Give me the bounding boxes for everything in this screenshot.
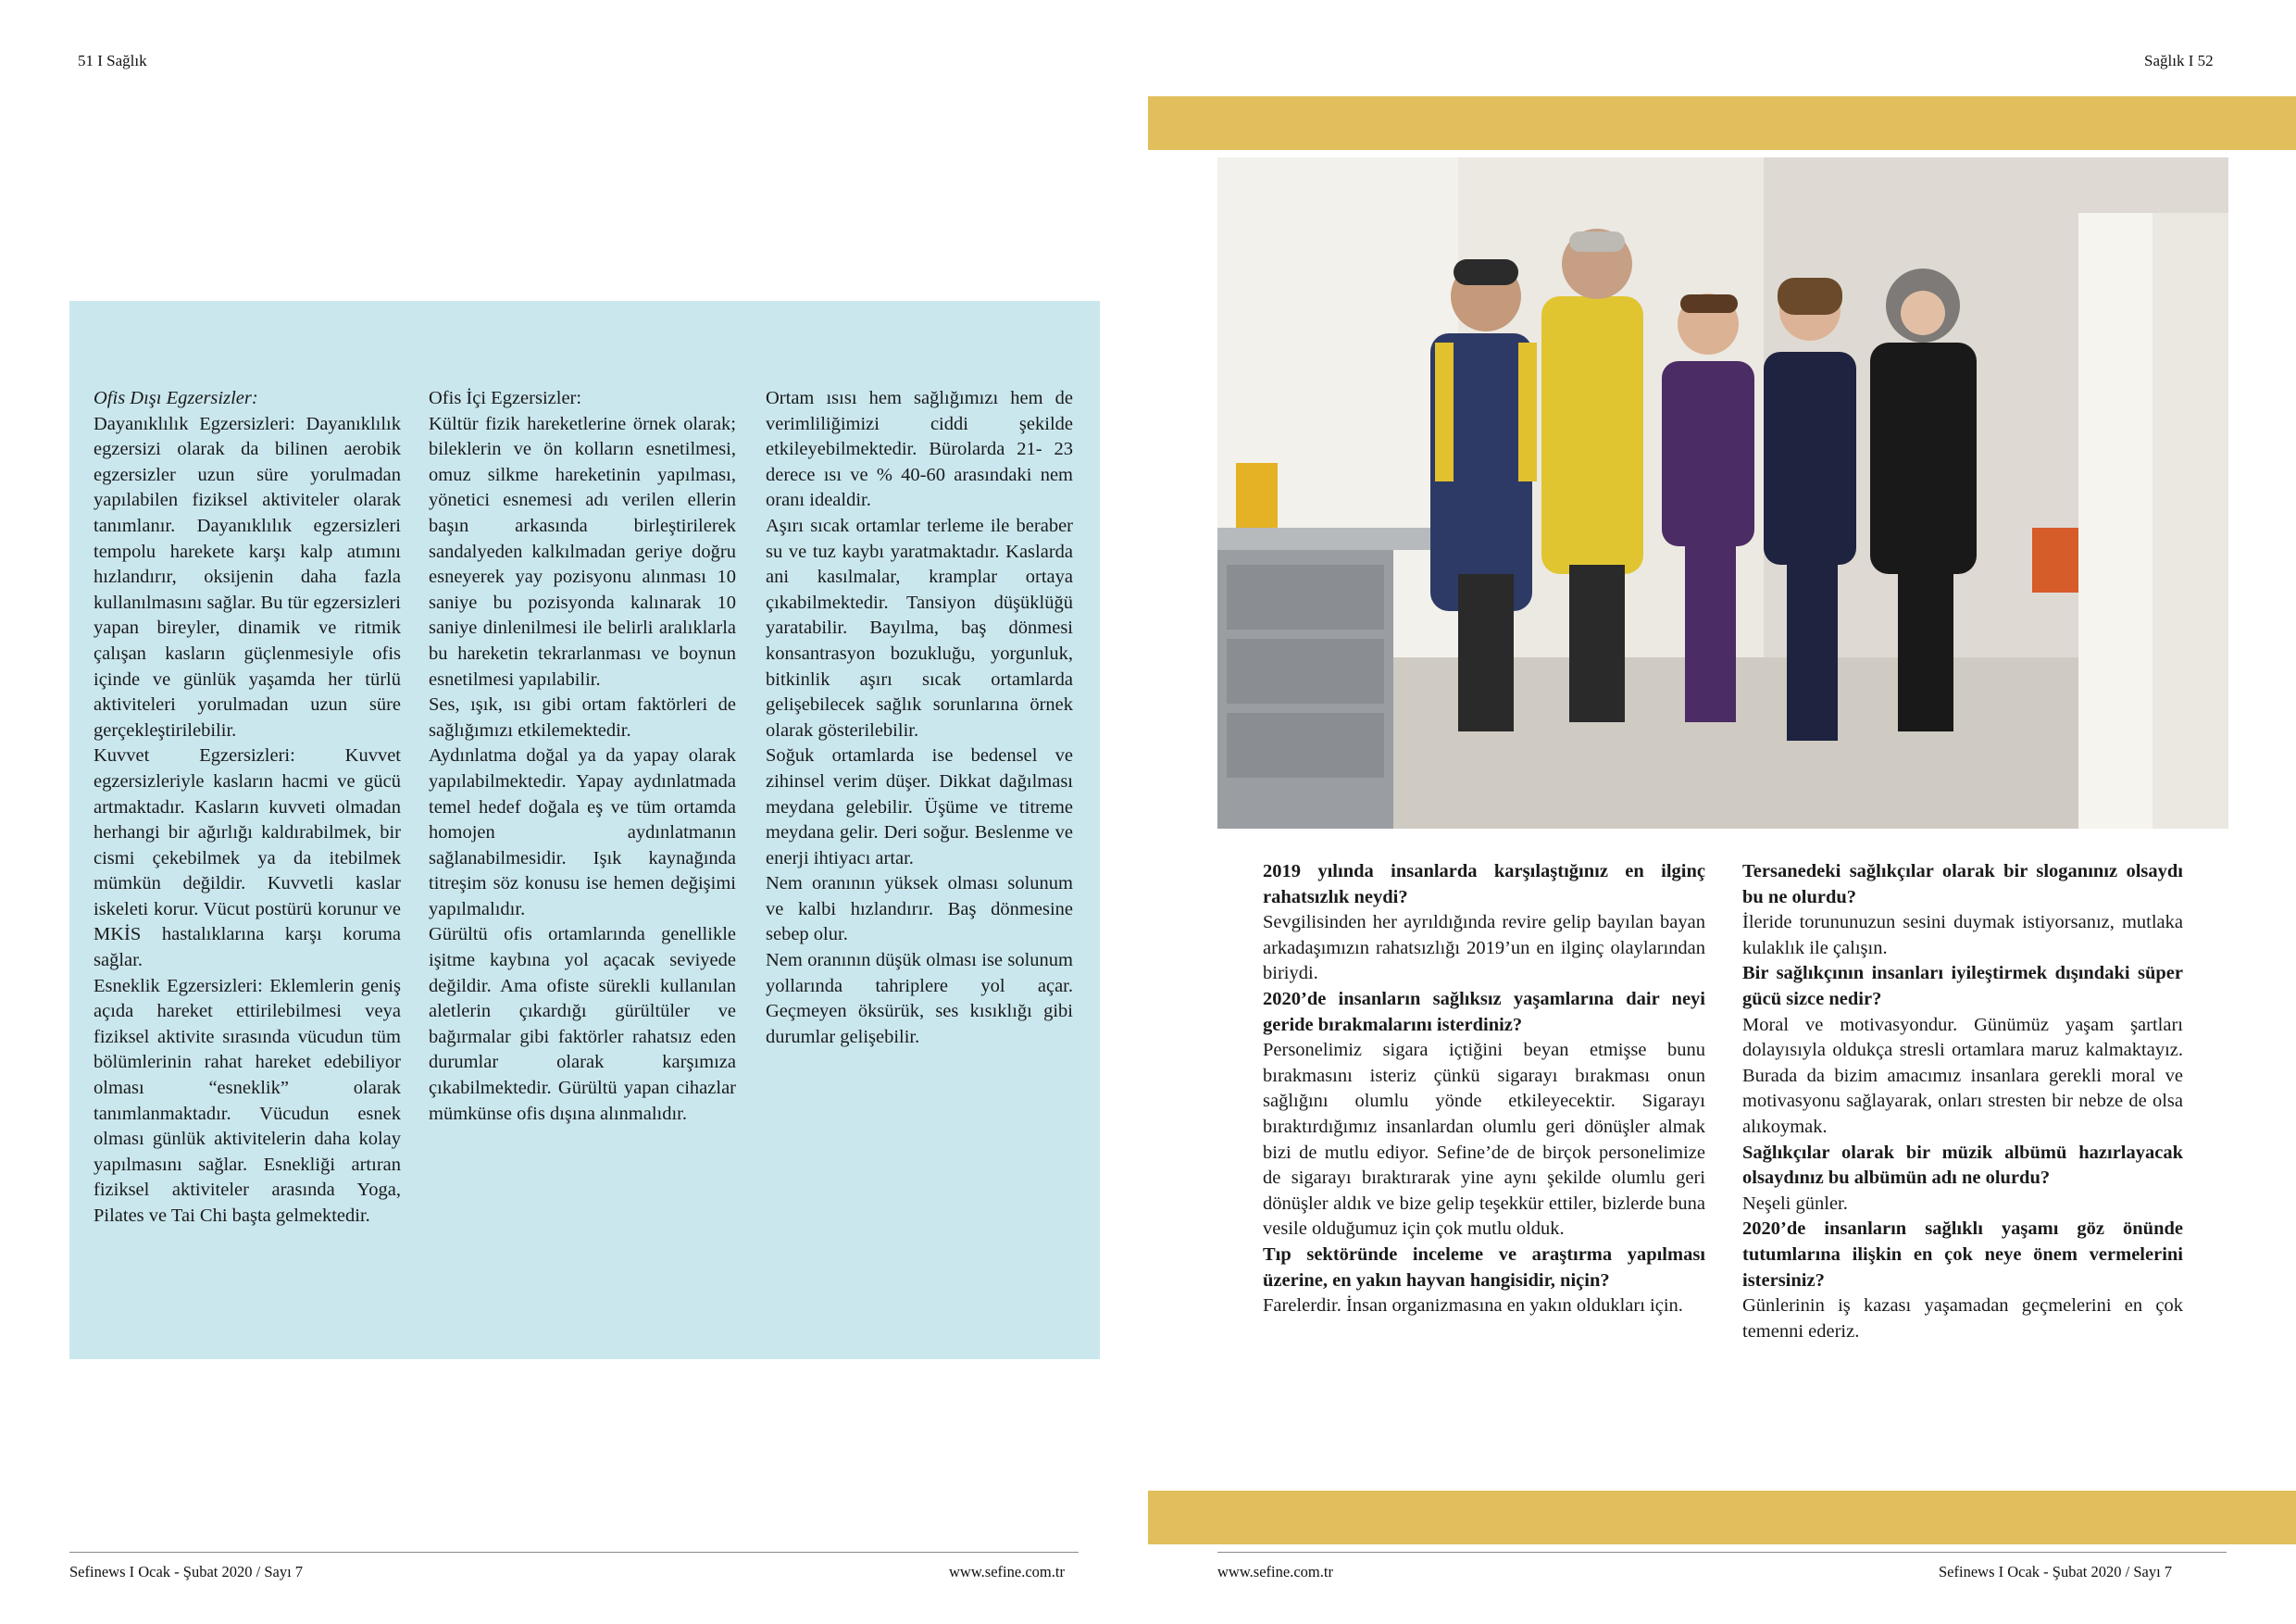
right-page-header: Sağlık I 52 bbox=[2144, 52, 2214, 69]
paragraph: Kuvvet Egzersizleri: Kuvvet egzersizleriyle kasların hacmi ve gücü artmaktadır. Kasların kuvveti olmadan herhangi bir ağırlığı kaldırabilmek, bir cismi çekebilmek ya da itebilmek mümkün değildir. Kuvvetli kaslar iskeleti korur. Vücut postürü korunur ve MKİS hastalıklarına karşı koruma sağlar. bbox=[94, 745, 401, 971]
left-page-header: 51 I Sağlık bbox=[78, 52, 147, 69]
left-footer-url[interactable]: www.sefine.com.tr bbox=[949, 1563, 1065, 1580]
staff-group-photo bbox=[1217, 157, 2228, 829]
paragraph: Günlerinin iş kazası yaşamadan geçmelerini en çok temenni ederiz. bbox=[1742, 1295, 2183, 1342]
paragraph: Esneklik Egzersizleri: Eklemlerin geniş açıda hareket ettirilebilmesi veya fiziksel aktivite sırasında vücudun tüm bölümlerinin rahat hareket edebiliyor olması “esneklik” olarak tanımlanmaktadır. Vücudun esnek olması günlük aktivitelerin daha kolay yapılmasını sağlar. Esnekliği artıran fiziksel aktiviteler arasında Yoga, Pilates ve Tai Chi başta gelmektedir. bbox=[94, 975, 401, 1226]
paragraph: Kültür fizik hareketlerine örnek olarak; bileklerin ve ön kolların esnetilmesi, omuz silkme hareketinin yapılması, yönetici esnemesi adı verilen ellerin başın arkasında birleştirilerek sandalyeden kalkılmadan geriye doğru esneyerek yay pozisyonu alınması 10 saniye bu pozisyonda kalınarak 10 saniye dinlenilmesi ile belirli aralıklarla bu hareketin tekrarlanması ve boynun esnetilmesi yapılabilir. bbox=[429, 413, 736, 690]
left-column-3 bbox=[766, 386, 1073, 1050]
right-footer-issue: Sefinews I Ocak - Şubat 2020 / Sayı 7 bbox=[1939, 1563, 2173, 1580]
paragraph: Moral ve motivasyondur. Günümüz yaşam şartları dolayısıyla oldukça stresli ortamlara maruz kalmaktayız. Burada da bizim amacımız insanlara gerekli moral ve motivasyonu sağlayarak, onları stresten bir nebze de olsa alıkoymak. bbox=[1742, 1014, 2183, 1137]
paragraph: Farelerdir. İnsan organizmasına en yakın oldukları için. bbox=[1263, 1295, 1683, 1317]
top-gold-band bbox=[1148, 96, 2296, 150]
paragraph: İleride torununuzun sesini duymak istiyorsanız, mutlaka kulaklık ile çalışın. bbox=[1742, 912, 2183, 958]
interview-question: 2020’de insanların sağlıksız yaşamlarına dair neyi geride bırakmalarını isterdiniz? bbox=[1263, 988, 1705, 1035]
paragraph: Ses, ışık, ısı gibi ortam faktörleri de sağlığımızı etkilemektedir. bbox=[429, 694, 736, 741]
interview-question: Tersanedeki sağlıkçılar olarak bir sloganınız olsaydı bu ne olurdu? bbox=[1742, 861, 2183, 907]
group-photo-icon bbox=[1217, 157, 2228, 829]
left-column-2 bbox=[429, 386, 736, 1127]
interview-question: Tıp sektöründe inceleme ve araştırma yapılması üzerine, en yakın hayvan hangisidir, niçin? bbox=[1263, 1243, 1705, 1291]
left-column-1 bbox=[94, 386, 401, 1230]
paragraph: Aydınlatma doğal ya da yapay olarak yapılabilmektedir. Yapay aydınlatmada temel hedef doğala eş ve tüm ortamda homojen aydınlatmanın sağlanabilmesidir. Işık kaynağında titreşim söz konusu ise hemen değişimi yapılmalıdır. bbox=[429, 745, 736, 919]
interview-question: Bir sağlıkçının insanları iyileştirmek dışındaki süper gücü sizce nedir? bbox=[1742, 963, 2183, 1009]
paragraph: Gürültü ofis ortamlarında genellikle işitme kaybına yol açacak seviyede değildir. Ama ofiste sürekli kullanılan aletlerin çıkardığı gürültüler ve bağırmalar gibi faktörler rahatsız eden durumlar olarak karşımıza çıkabilmektedir. Gürültü yapan cihazlar mümkünse ofis dışına alınmalıdır. bbox=[429, 924, 736, 1124]
right-column-1 bbox=[1263, 859, 1705, 1319]
paragraph: Ofis İçi Egzersizler: bbox=[429, 388, 582, 408]
interview-question: 2019 yılında insanlarda karşılaştığınız en ilginç rahatsızlık neydi? bbox=[1263, 861, 1705, 907]
right-footer-rule bbox=[1217, 1552, 2227, 1553]
paragraph: Neşeli günler. bbox=[1742, 1193, 1848, 1214]
paragraph: Aşırı sıcak ortamlar terleme ile beraber su ve tuz kaybı yaratmaktadır. Kaslarda ani kasılmalar, kramplar ortaya çıkabilmektedir. Tansiyon düşüklüğü yaratabilir. Bayılma, baş dönmesi konsantrasyon bozukluğu, yorgunluk, bitkinlik aşırı sıcak ortamlarda gelişebilecek sağlık sorunlarına örnek olarak gösterilebilir. bbox=[766, 515, 1073, 741]
section-heading: Ofis Dışı Egzersizler: bbox=[94, 388, 258, 408]
exercise-box bbox=[69, 301, 1100, 1359]
interview-question: 2020’de insanların sağlıklı yaşamı göz önünde tutumlarına ilişkin en çok neye önem vermelerini istersiniz? bbox=[1742, 1218, 2183, 1291]
paragraph: Nem oranının yüksek olması solunum ve kalbi hızlandırır. Baş dönmesine sebep olur. bbox=[766, 873, 1073, 945]
right-footer-url[interactable]: www.sefine.com.tr bbox=[1217, 1563, 1333, 1580]
left-footer-rule bbox=[69, 1552, 1079, 1553]
paragraph: Soğuk ortamlarda ise bedensel ve zihinsel verim düşer. Dikkat dağılması meydana gelebilir. Üşüme ve titreme meydana gelir. Deri soğur. Beslenme ve enerji ihtiyacı artar. bbox=[766, 745, 1073, 868]
paragraph: Dayanıklılık Egzersizleri: Dayanıklılık egzersizi olarak da bilinen aerobik egzersizler uzun süre yorulmadan yapılabilen fiziksel aktiviteler olarak tanımlanır. Dayanıklılık egzersizleri tempolu harekete karşı kalp atımını hızlandırır, oksijenin daha fazla kullanılmasını sağlar. Bu tür egzersizleri yapan bireyler, dinamik ve ritmik çalışan kasların güçlenmesiyle ofis içinde ve günlük yaşamda her türlü aktiviteleri yorulmadan uzun süre gerçekleştirilebilir. bbox=[94, 413, 401, 741]
paragraph: Personelimiz sigara içtiğini beyan etmişse bunu bırakmasını isteriz çünkü sigarayı bırakması onun sağlığını olumlu yönde etkileyecektir. Sigarayı bıraktırdığımız insanlardan olumlu geri dönüşler almak bizi de mutlu ediyor. Sefine’de de birçok personelimize de sigarayı bıraktırarak yine aynı şekilde olumlu geri dönüşler aldık ve bize gelip teşekkür ettiler, bizlerde buna vesile olduğumuz için çok mutlu olduk. bbox=[1263, 1040, 1705, 1240]
paragraph: Ortam ısısı hem sağlığımızı hem de verimliliğimizi ciddi şekilde etkileyebilmektedir. Bürolarda 21- 23 derece ısı ve % 40-60 arasındaki nem oranı idealdir. bbox=[766, 388, 1073, 511]
bottom-gold-band bbox=[1148, 1491, 2296, 1544]
interview-question: Sağlıkçılar olarak bir müzik albümü hazırlayacak olsaydınız bu albümün adı ne olurdu? bbox=[1742, 1142, 2183, 1189]
left-footer-issue: Sefinews I Ocak - Şubat 2020 / Sayı 7 bbox=[69, 1563, 304, 1580]
right-column-2 bbox=[1742, 859, 2183, 1344]
paragraph: Sevgilisinden her ayrıldığında revire gelip bayılan bayan arkadaşımızın rahatsızlığı 2019’un en ilginç olaylarından biriydi. bbox=[1263, 912, 1705, 984]
paragraph: Nem oranının düşük olması ise solunum yollarında tahriplere yol açar. Geçmeyen öksürük, ses kısıklığı gibi durumlar gelişebilir. bbox=[766, 950, 1073, 1047]
